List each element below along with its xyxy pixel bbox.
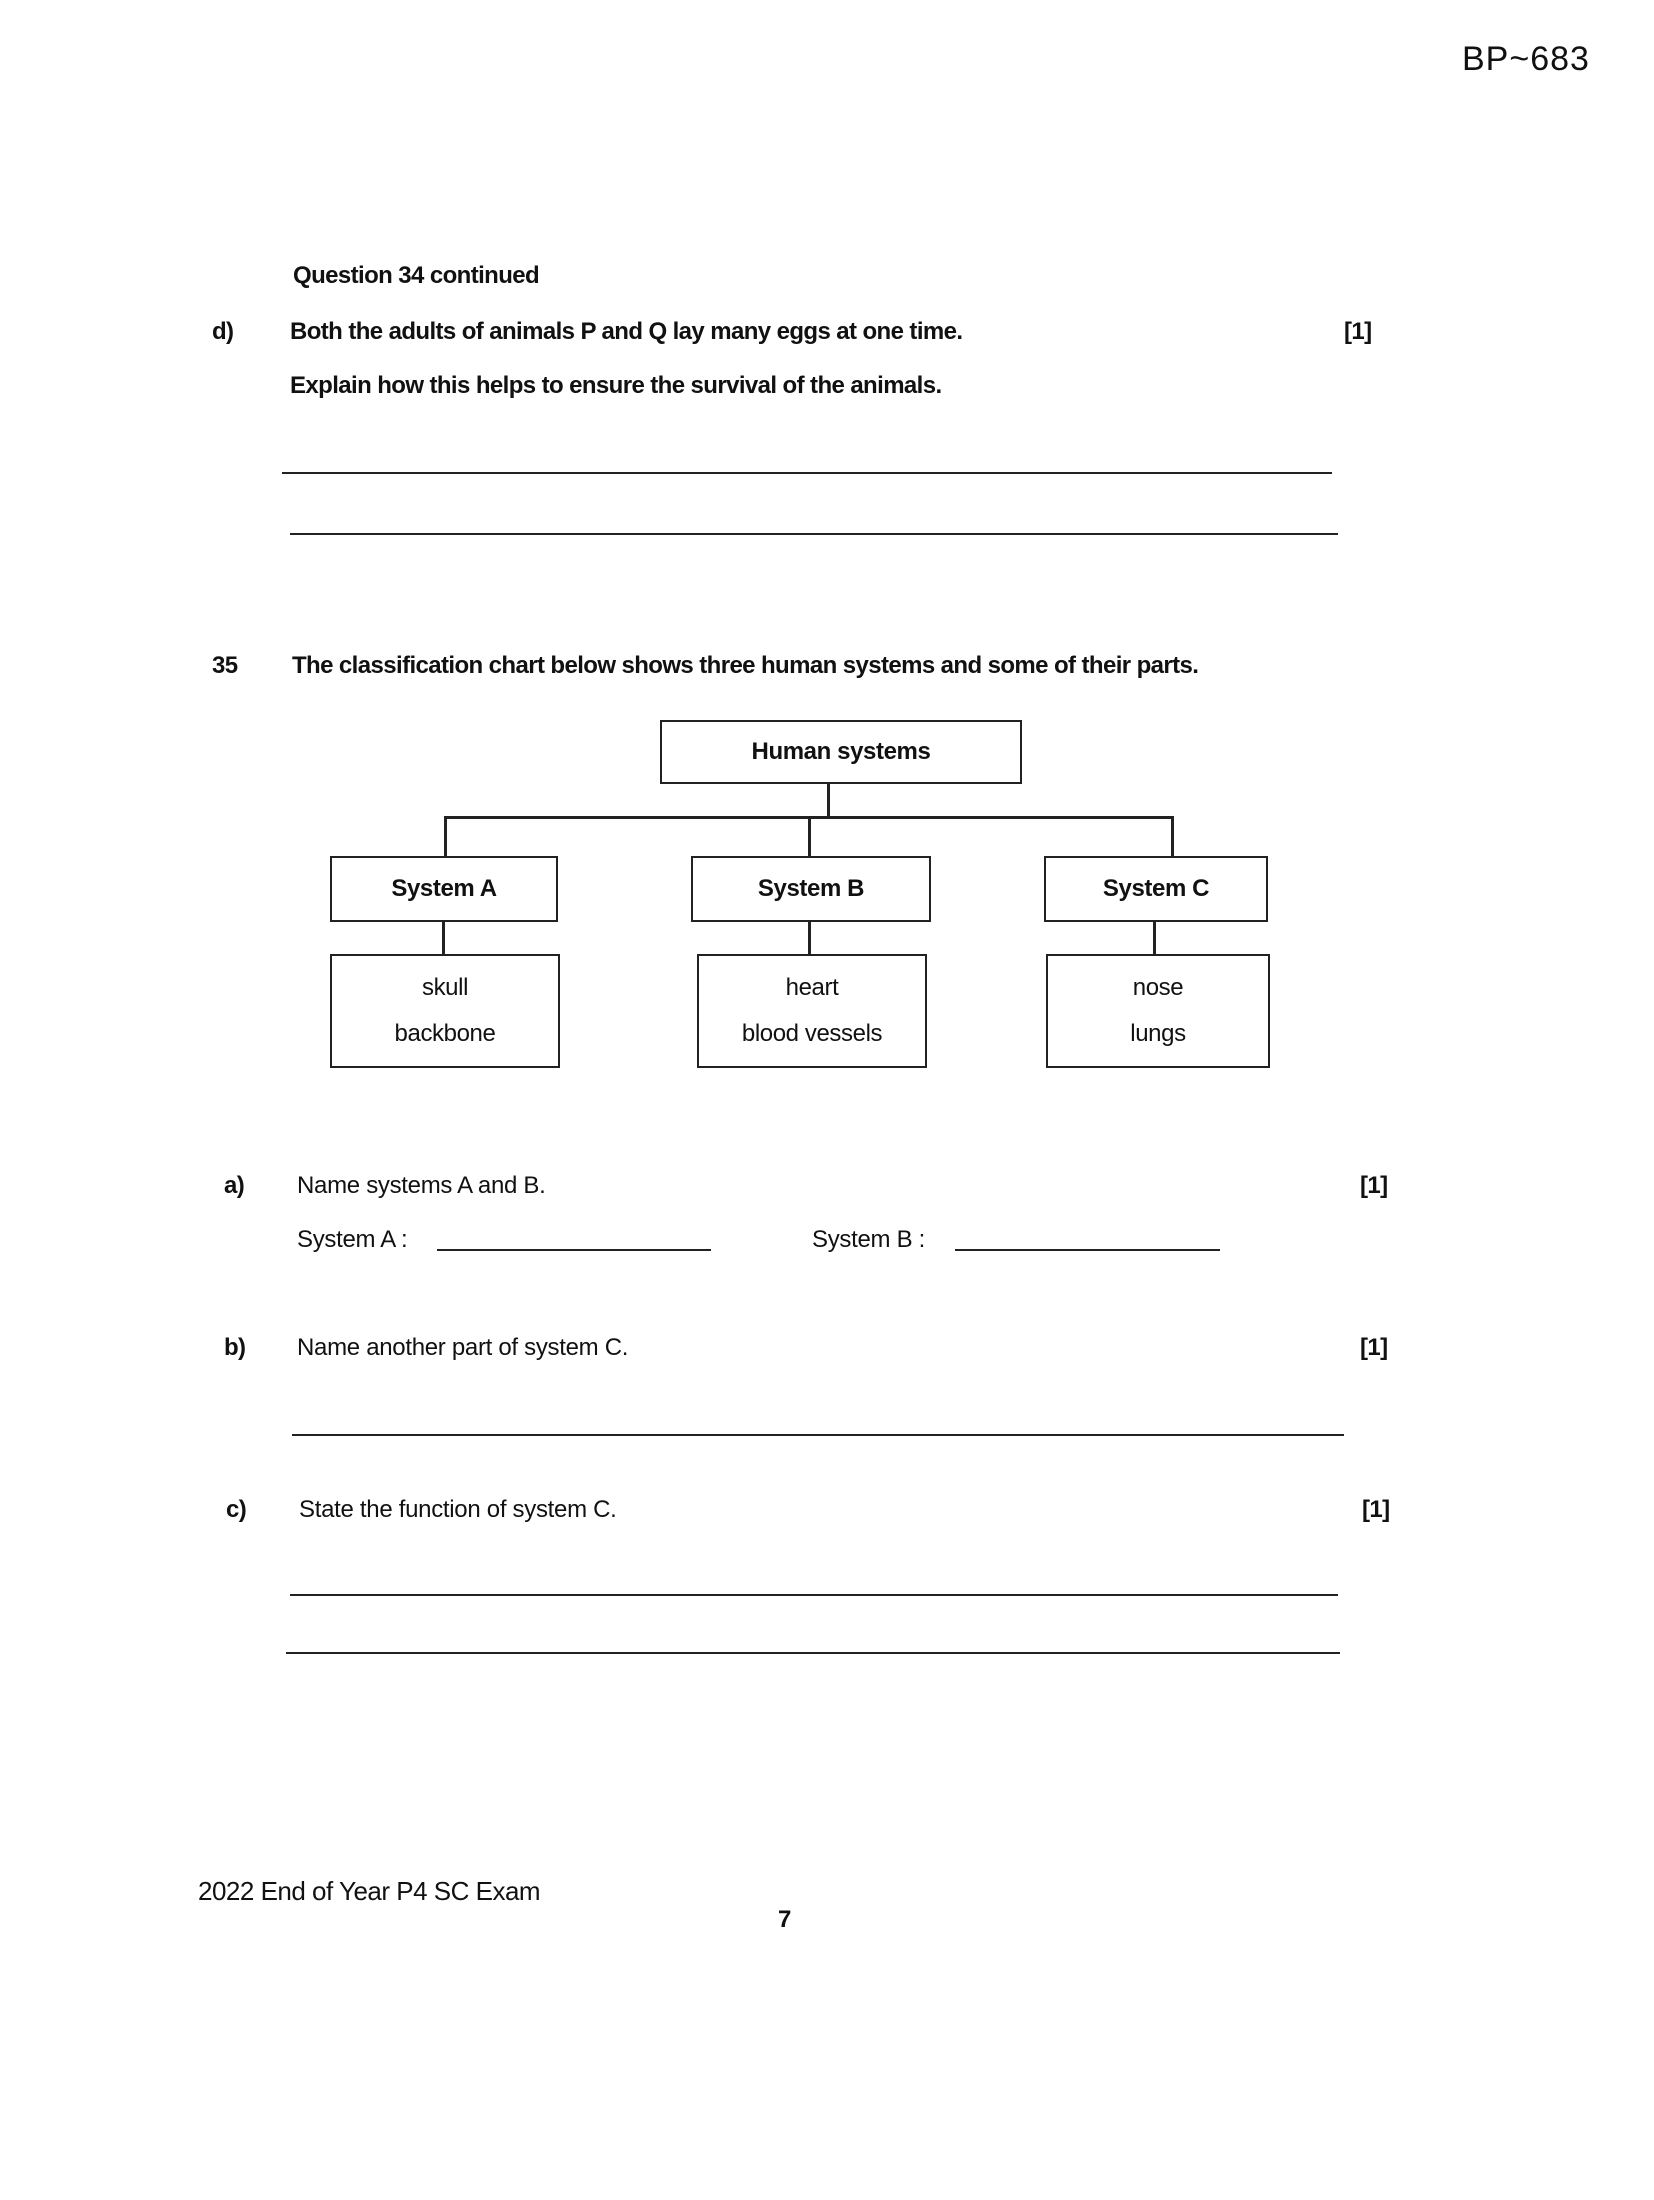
system-b-box [691, 856, 931, 922]
document-code: BP~683 [1462, 40, 1590, 78]
system-a-box [330, 856, 558, 922]
part-a-question: Name systems A and B. [297, 1172, 546, 1199]
system-a-answer-label: System A : [297, 1226, 408, 1253]
system-b-answer-label: System B : [812, 1226, 926, 1253]
system-c-label: System C [1102, 875, 1210, 902]
answer-line[interactable] [290, 533, 1338, 535]
part-a-marks: [1] [1360, 1172, 1388, 1199]
chart-connector [1171, 816, 1174, 856]
chart-connector [827, 784, 830, 818]
part-d-question-line-2: Explain how this helps to ensure the survival of the animals. [290, 372, 942, 399]
question-continued-label: Question 34 continued [293, 262, 540, 289]
chart-connector [444, 816, 447, 856]
system-a-part: skull [421, 974, 468, 1001]
page-number: 7 [778, 1906, 792, 1933]
system-a-answer-line[interactable] [437, 1249, 711, 1251]
system-b-part: heart [785, 974, 839, 1001]
part-b-question: Name another part of system C. [297, 1334, 629, 1361]
footer-exam-title: 2022 End of Year P4 SC Exam [198, 1876, 541, 1906]
question-intro: The classification chart below shows three human systems and some of their parts. [292, 652, 1199, 679]
system-c-parts-box [1046, 954, 1270, 1068]
part-c-marks: [1] [1362, 1496, 1390, 1523]
chart-root-label: Human systems [751, 738, 931, 765]
part-a-label: a) [224, 1172, 245, 1199]
system-b-label: System B [757, 875, 865, 902]
answer-line[interactable] [292, 1434, 1344, 1436]
chart-root-box [660, 720, 1022, 784]
part-d-question-line-1: Both the adults of animals P and Q lay many eggs at one time. [290, 318, 963, 345]
system-a-label: System A [391, 875, 497, 902]
system-b-answer-line[interactable] [955, 1249, 1220, 1251]
answer-line[interactable] [286, 1652, 1340, 1654]
system-b-part: blood vessels [741, 1020, 883, 1047]
part-b-label: b) [224, 1334, 246, 1361]
chart-connector [808, 816, 811, 856]
question-number: 35 [212, 652, 238, 679]
chart-connector [442, 922, 445, 954]
part-c-label: c) [226, 1496, 247, 1523]
system-a-part: backbone [394, 1020, 496, 1047]
answer-line[interactable] [290, 1594, 1338, 1596]
chart-connector [1153, 922, 1156, 954]
part-d-label: d) [212, 318, 234, 345]
chart-connector [808, 922, 811, 954]
part-c-question: State the function of system C. [299, 1496, 617, 1523]
part-b-marks: [1] [1360, 1334, 1388, 1361]
system-c-part: lungs [1130, 1020, 1186, 1047]
system-c-part: nose [1132, 974, 1184, 1001]
answer-line[interactable] [282, 472, 1332, 474]
system-a-parts-box [330, 954, 560, 1068]
system-b-parts-box [697, 954, 927, 1068]
system-c-box [1044, 856, 1268, 922]
part-d-marks: [1] [1344, 318, 1372, 345]
